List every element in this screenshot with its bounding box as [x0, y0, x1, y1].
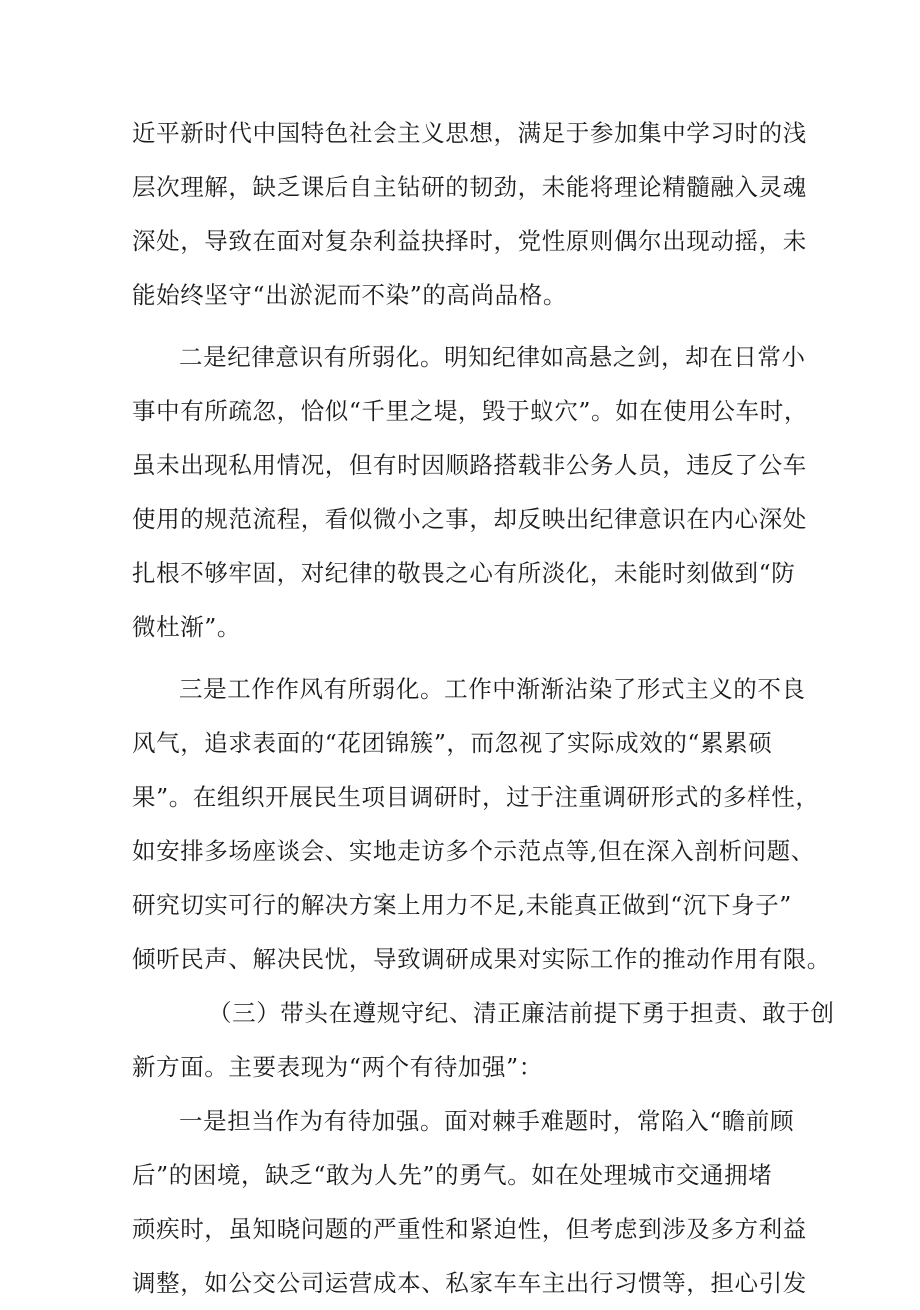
- text-line: 能始终坚守“出淤泥而不染”的高尚品格。: [132, 281, 567, 309]
- paragraph-work-style: [132, 662, 831, 986]
- text-line: 顽疾时，虽知晓问题的严重性和紧迫性，但考虑到涉及多方利益: [132, 1215, 807, 1243]
- paragraph-1: [132, 106, 807, 322]
- text-line: 一是担当作为有待加强。面对棘手难题时，常陷入“瞻前顾: [179, 1107, 795, 1135]
- text-line: 如安排多场座谈会、实地走访多个示范点等,但在深入剖析问题、: [132, 837, 815, 865]
- text-line: 近平新时代中国特色社会主义思想，满足于参加集中学习时的浅: [132, 119, 807, 147]
- document-body: [132, 106, 835, 1310]
- text-line: 事中有所疏忽，恰似“千里之堤，毁于蚁穴”。如在使用公车时，: [132, 397, 808, 425]
- text-line: 深处，导致在面对复杂利益抉择时，党性原则偶尔出现动摇，未: [132, 227, 807, 255]
- text-line: 后”的困境，缺乏“敢为人先”的勇气。如在处理城市交通拥堵: [132, 1161, 773, 1189]
- section-heading-3: [132, 986, 835, 1094]
- text-line: 虽未出现私用情况，但有时因顺路搭载非公务人员，违反了公车: [132, 451, 807, 479]
- text-line: 三是工作作风有所弱化。工作中渐渐沾染了形式主义的不良: [179, 675, 806, 703]
- paragraph-discipline-awareness: [132, 330, 808, 654]
- text-line: 使用的规范流程，看似微小之事，却反映出纪律意识在内心深处: [132, 505, 807, 533]
- text-line: 风气，追求表面的“花团锦簇”，而忽视了实际成效的“累累硕: [132, 729, 773, 757]
- text-line: 扎根不够牢固，对纪律的敬畏之心有所淡化，未能时刻做到“防: [132, 559, 796, 587]
- paragraph-responsibility: [132, 1094, 807, 1310]
- text-line: 倾听民声、解决民忧，导致调研成果对实际工作的推动作用有限。: [132, 945, 831, 973]
- text-line: 果”。在组织开展民生项目调研时，过于注重调研形式的多样性，: [132, 783, 820, 811]
- text-line: 二是纪律意识有所弱化。明知纪律如高悬之剑，却在日常小: [179, 343, 806, 371]
- text-line: 调整，如公交公司运营成本、私家车车主出行习惯等，担心引发: [132, 1269, 807, 1297]
- text-line: 层次理解，缺乏课后自主钻研的韧劲，未能将理论精髓融入灵魂: [132, 173, 807, 201]
- text-line: 新方面。主要表现为“两个有待加强”：: [132, 1053, 543, 1081]
- text-line: （三）带头在遵规守纪、清正廉洁前提下勇于担责、敢于创: [208, 999, 835, 1027]
- text-line: 微杜渐”。: [132, 613, 242, 641]
- text-line: 研究切实可行的解决方案上用力不足,未能真正做到“沉下身子”: [132, 891, 792, 919]
